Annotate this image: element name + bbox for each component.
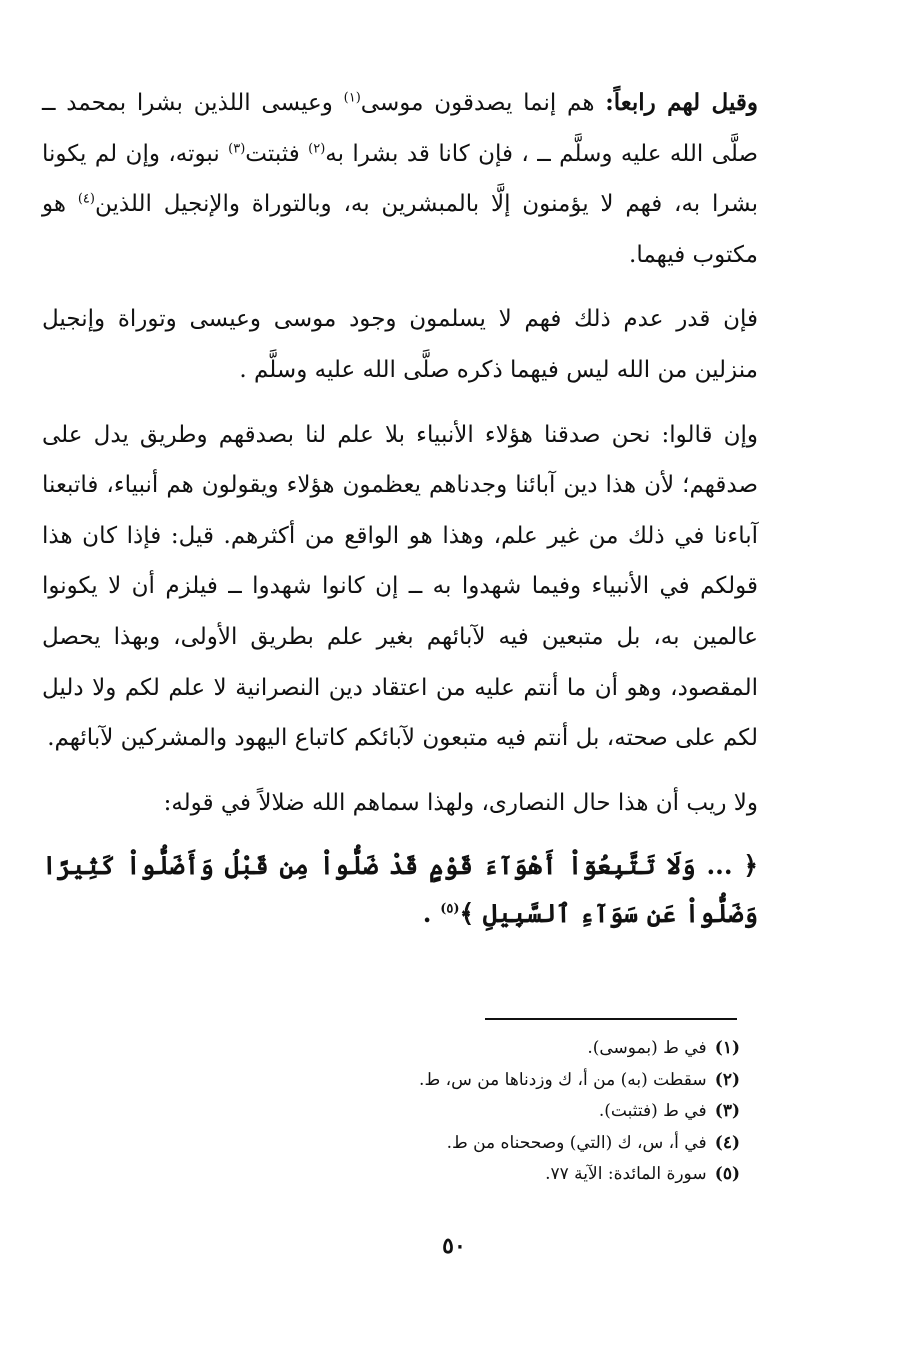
paragraph: وقيل لهم رابعاً: هم إنما يصدقون موسى$^{(١)}$ وعيسى اللذين بشرا بمحمد ــ صلَّى الله عليه وسلَّم ــ ، فإن كانا قد بشرا به$^{(٢)}$ فثبتت$^{(٣)}$ نبوته، وإن لم يكونا بشرا به، فهم لا يؤمنون إلَّا بالمبشرين به، وبالتوراة والإنجيل اللذين$^{(٤)}$ هو مكتوب فيهما. <box>42 89 759 268</box>
quran-verse: ﴿ ... وَلَا تَتَّبِعُوٓاْ أَهْوَآءَ قَوْمٍ قَدْ ضَلُّواْ مِن قَبْلُ وَأَضَلُّواْ كَثِيرًا وَضَلُّواْ عَن سَوَآءِ ٱلسَّبِيلِ ﴾$^{(٥)}$ . <box>42 851 758 929</box>
footnote-text: في أ، س، ك (التي) وصححناه من ط. <box>446 1132 712 1153</box>
footnote-number: (١) <box>714 1038 740 1058</box>
footnote-marker: (٢) <box>308 140 326 156</box>
footnote-text: سقطت (به) من أ، ك وزدناها من س، ط. <box>419 1069 712 1090</box>
footnote-marker: (١) <box>343 90 361 106</box>
footnote-number: (٥) <box>714 1164 740 1184</box>
footnote <box>280 1096 740 1128</box>
footnote-marker: (٤) <box>77 191 95 207</box>
paragraph: فإن قدر عدم ذلك فهم لا يسلمون وجود موسى وعيسى وتوراة وإنجيل منزلين من الله ليس فيهما ذكره صلَّى الله عليه وسلَّم . <box>42 306 758 383</box>
paragraph-lead: وقيل لهم رابعاً: <box>605 89 759 116</box>
footnote-number: (٢) <box>714 1069 740 1090</box>
footnote-text: في ط (بموسى). <box>587 1038 712 1058</box>
paragraph: ولا ريب أن هذا حال النصارى، ولهذا سماهم الله ضلالاً في قوله: <box>163 789 758 816</box>
footnote <box>280 1159 740 1191</box>
footnote-number: (٤) <box>714 1132 740 1153</box>
verse-text: ﴿ ... وَلَا تَتَّبِعُوٓاْ أَهْوَآءَ قَوْمٍ قَدْ ضَلُّواْ مِن قَبْلُ وَأَضَلُّواْ كَثِيرًا وَضَلُّواْ عَن سَوَآءِ ٱلسَّبِيلِ ﴾ <box>42 851 758 929</box>
footnote-text: سورة المائدة: الآية ٧٧. <box>545 1164 712 1184</box>
footnote <box>280 1128 740 1160</box>
footnote-marker: (٥) <box>440 901 460 917</box>
footnote-number: (٣) <box>714 1101 740 1121</box>
footnote <box>280 1033 740 1065</box>
paragraph: وإن قالوا: نحن صدقنا هؤلاء الأنبياء بلا علم لنا بصدقهم وطريق يدل على صدقهم؛ لأن هذا دين آبائنا وجدناهم يعظمون هؤلاء ويقولون هم أنبياء، فاتبعنا آباءنا في ذلك من غير علم، وهذا هو الواقع من أكثرهم. قيل: فإذا كان هذا قولكم في الأنبياء وفيما شهدوا به ــ إن كانوا شهدوا ــ فيلزم أن لا يكونوا عالمين به، بل متبعين فيه لآبائهم بغير علم بطريق الأولى، وبهذا يحصل المقصود، وهو أن ما أنتم عليه من اعتقاد دين النصرانية لا علم لكم ولا دليل لكم على صحته، بل أنتم فيه متبعون لآبائكم كاتباع اليهود والمشركين لآبائهم. <box>42 421 758 752</box>
main-text <box>42 78 758 938</box>
footnote <box>280 1065 740 1097</box>
footnote-separator <box>485 1018 737 1020</box>
page-number: ٥٠ <box>442 1233 466 1259</box>
footnote-text: في ط (فتثبت). <box>598 1101 712 1121</box>
footnote-marker: (٣) <box>228 140 246 156</box>
footnotes-list <box>280 1033 740 1191</box>
